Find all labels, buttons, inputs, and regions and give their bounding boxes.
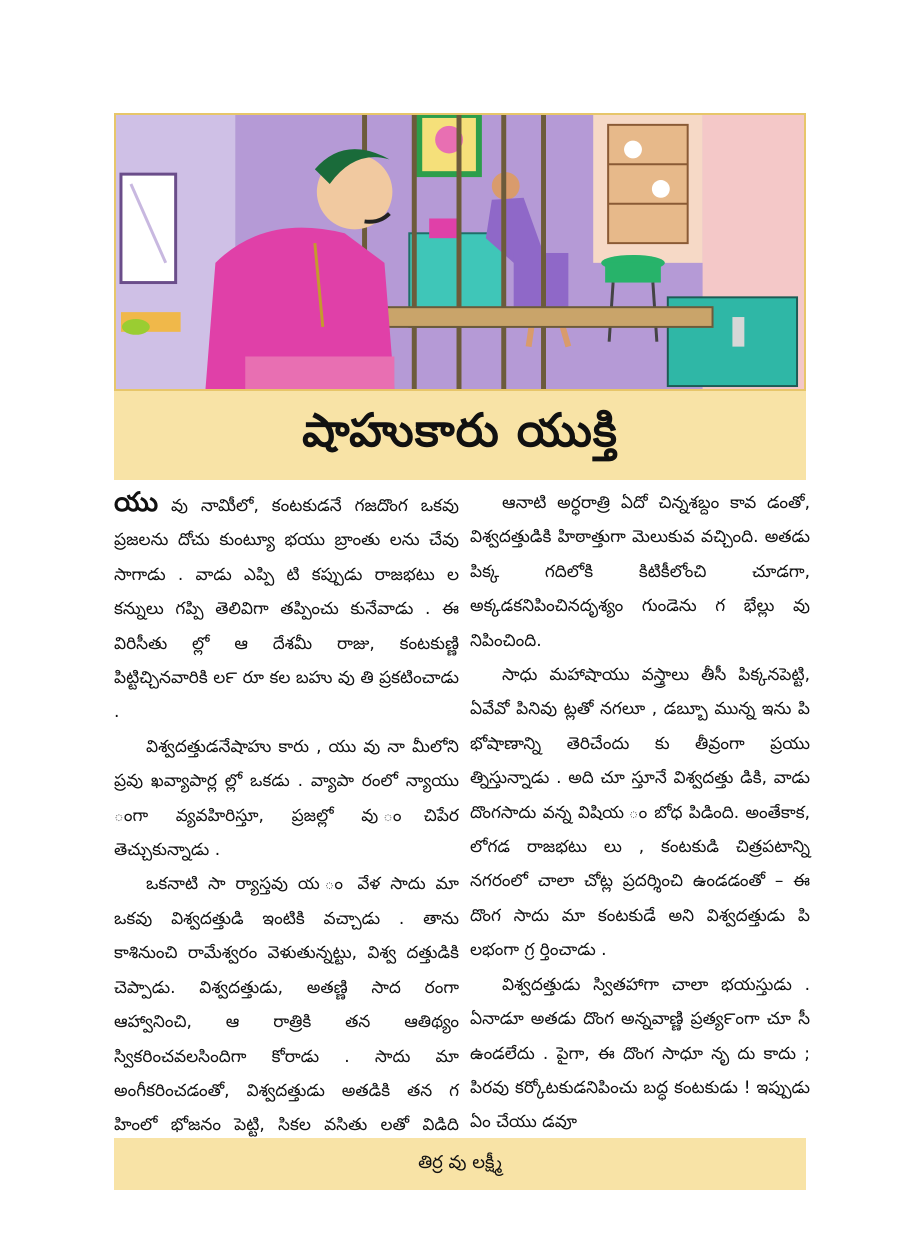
title-band	[114, 391, 806, 480]
paragraph	[114, 486, 459, 730]
illustration-svg	[116, 115, 804, 389]
paragraph-text: వు నామిీలో, కంటకుడనే గజదొంగ ఒకవు ప్రజలను దోచు కుంట్యూ భయు బ్రాంతు లను చేవు సాగాడు . వాడు ఎప్పి టి కప్పుడు రాజభటు ల కన్నులు గప్పి తెలివిగా తప్పించు కునేవాడు . ఈ విరిసీతు ల్లో ఆ దేశమీ రాజు, కంటకుణ్ణి పిట్టిచ్చినవారికి ల౯ రూ కల బహు వు తి ప్రకటించాడు .	[114, 496, 459, 723]
paragraph: సాధు మహాషాయు వస్త్రాలు తీసీ పిక్కనపెట్టి, ఏవేవో పినివు ట్లతో నగలూ , డబ్బూ మున్న ఇను పి భోషాణాన్ని తెరిచేందు కు తీవ్రంగా ప్రయు త్నిస్తున్నాడు . అది చూ స్తూనే విశ్వదత్తు డికి, వాడు దొంగసాదు వన్న విషియ ం బోధ పిడింది. అంతేకాక, లోగడ రాజభటు లు , కంటకుడి చిత్రపటాన్ని నగరంలో చాలా చోట్ల ప్రదర్శించి ఉండడంతో – ఈ దొంగ సాదు మా కంటకుడే అని విశ్వదత్తుడు పి లభంగా గ్ర ర్తించాడు .	[470, 665, 810, 961]
paragraph: ఆనాటి అర్ధరాత్రి ఏదో చిన్నశబ్దం కావ డంతో, విశ్వదత్తుడికి హిఠాత్తుగా మెలుకువ వచ్చింది. అతడు పిక్క గదిలోకి కిటికీలోంచి చూడగా, అక్కడకనిపించినదృశ్యం గుండెను గ భేల్లు వు నిపించింది.	[470, 493, 810, 651]
story-illustration	[114, 113, 806, 391]
story-title: షాహుకారు యుక్తి	[302, 402, 618, 457]
paragraph: విశ్వదత్తుడు స్వితహాగా చాలా భయస్తుడు . ఏనాడూ అతడు దొంగ అన్నవాణ్ణి ప్రత్య౯ంగా చూ సీ ఉండలేదు . పైగా, ఈ దొంగ సాధూ నృ దు కాదు ; పిరవు కర్కోటకుడనిపించు బద్ధ కంటకుడు ! ఇప్పుడు ఏం చేయు డవూ	[470, 974, 810, 1133]
drop-cap: యు	[114, 487, 159, 518]
author-band	[114, 1138, 806, 1190]
paragraph: ఒకనాటి సా ర్యాస్తవు య ం వేళ సాదు మా ఒకవు విశ్వదత్తుడి ఇంటికి వచ్చాడు . తాను కాశినుంచి రామేశ్వరం వెళుతున్నట్టు, విశ్వ దత్తుడికి చెప్పాడు. విశ్వదత్తుడు, అతణ్ణి సాద రంగా ఆహ్వానించి, ఆ రాత్రికి తన ఆతిథ్యం స్వికరించవలసిందిగా కోరాడు . సాదు మా అంగీకరించడంతో, విశ్వదత్తుడు అతడికి తన గ హింలో భోజనం పెట్టి, సికల వసితు లతో విడిది	[114, 874, 459, 1136]
author-name: తిర్ర వు లక్ష్మీ	[418, 1151, 502, 1173]
paragraph: విశ్వదత్తుడనేషాహు కారు , యు వు నా మీలోని ప్రవు ఖవ్యాపార్ల ల్లో ఒకడు . వ్యాపా రంలో న్యాయు ంగా వ్యవహిరిస్తూ, ప్రజల్లో వు ంచిపేర తెచ్చుకున్నాడు .	[114, 736, 459, 861]
body-column-right	[470, 486, 810, 1140]
body-column-left	[114, 486, 459, 1177]
